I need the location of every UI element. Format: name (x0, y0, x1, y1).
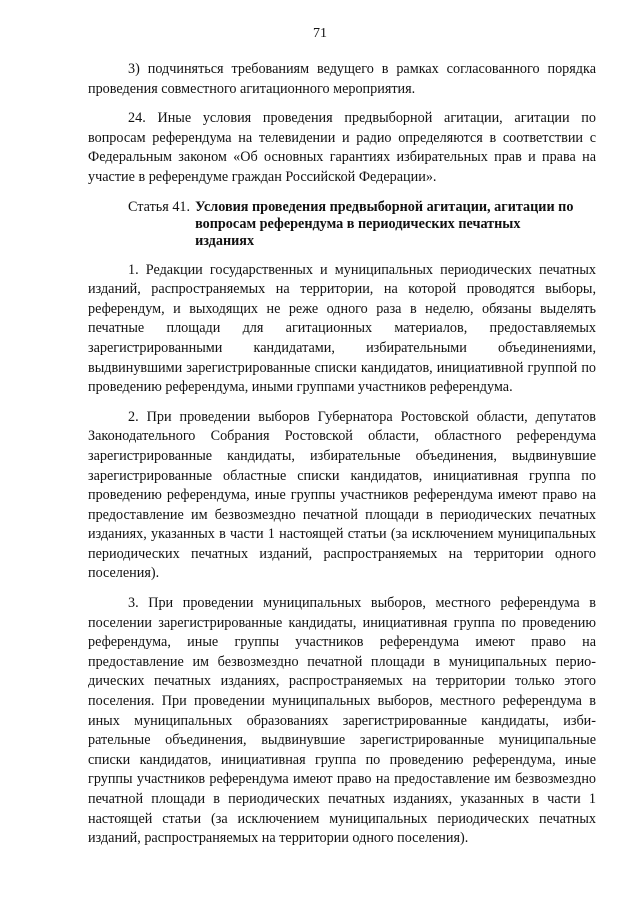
paragraph-24: 24. Иные условия проведения предвыборной агитации, агитации по вопросам референдума на телевидении и радио определяются в соответствии с Федеральным законом «Об основных гарантиях избирательных прав и права на участие в референдуме граждан Российской Федерации». (88, 110, 596, 185)
paragraph-3: 3. При проведении муниципальных выборов, местного референдума в поселении зарегистрированные кандидаты, инициативная группа по проведению референдума, иные группы участников референдума имеют право на предоставление им безвозмездно печатной площади в муниципальных периодических печатных изданиях, распространяемых на территории только этого поселения. При проведении муниципальных выборов, местного референдума в иных муниципальных образованиях зарегистрированные кандидаты, избирательные объединения, выдвинувшие зарегистрированные муниципальные списки кандидатов, инициативная группа по проведению референдума, иные группы участников референдума имеют право на предоставление им безвозмездно печатной площади в периодических печатных изданиях, указанных в части 1 настоящей статьи (за исключением муниципальных периодических печатных изданий, распространяемых на территории одного поселения). (88, 595, 596, 847)
paragraph-2: 2. При проведении выборов Губернатора Ростовской области, депутатов Законодательного Собрания Ростовской области, областного референдума зарегистрированные кандидаты, избирательные объединения, выдвинувшие зарегистрированные областные списки кандидатов, инициативная группа по проведению референдума, иные группы участников референдума имеют право на предоставление им безвозмездно печатной площади в периодических печатных изданиях, указанных в части 1 настоящей статьи (за исключением муниципальных периодических печатных изданий, распространяемых на территории одного поселения). (88, 408, 596, 582)
article-title: Условия проведения предвыборной агитации, агитации по вопросам референдума в периодических печатных изданиях (195, 198, 574, 249)
document-body (88, 60, 596, 849)
paragraph-item-3: 3) подчиняться требованиям ведущего в рамках согласованного порядка проведения совместного агитационного мероприятия. (88, 61, 596, 97)
paragraph-1: 1. Редакции государственных и муниципальных периодических печатных изданий, распространяемых на территории, на которой проводятся выборы, референдум, и выходящих не реже одного раза в неделю, обязаны выделять печатные площади для агитационных материалов, предоставляемых зарегистрированными кандидатами, избирательными объединениями, выдвинувшими зарегистрированные списки кандидатов, инициативной группой по проведению референдума, иными группами участников референдума. (88, 261, 596, 396)
article-heading (88, 199, 596, 250)
page-number: 71 (313, 26, 327, 41)
article-label: Статья 41. (128, 198, 191, 215)
